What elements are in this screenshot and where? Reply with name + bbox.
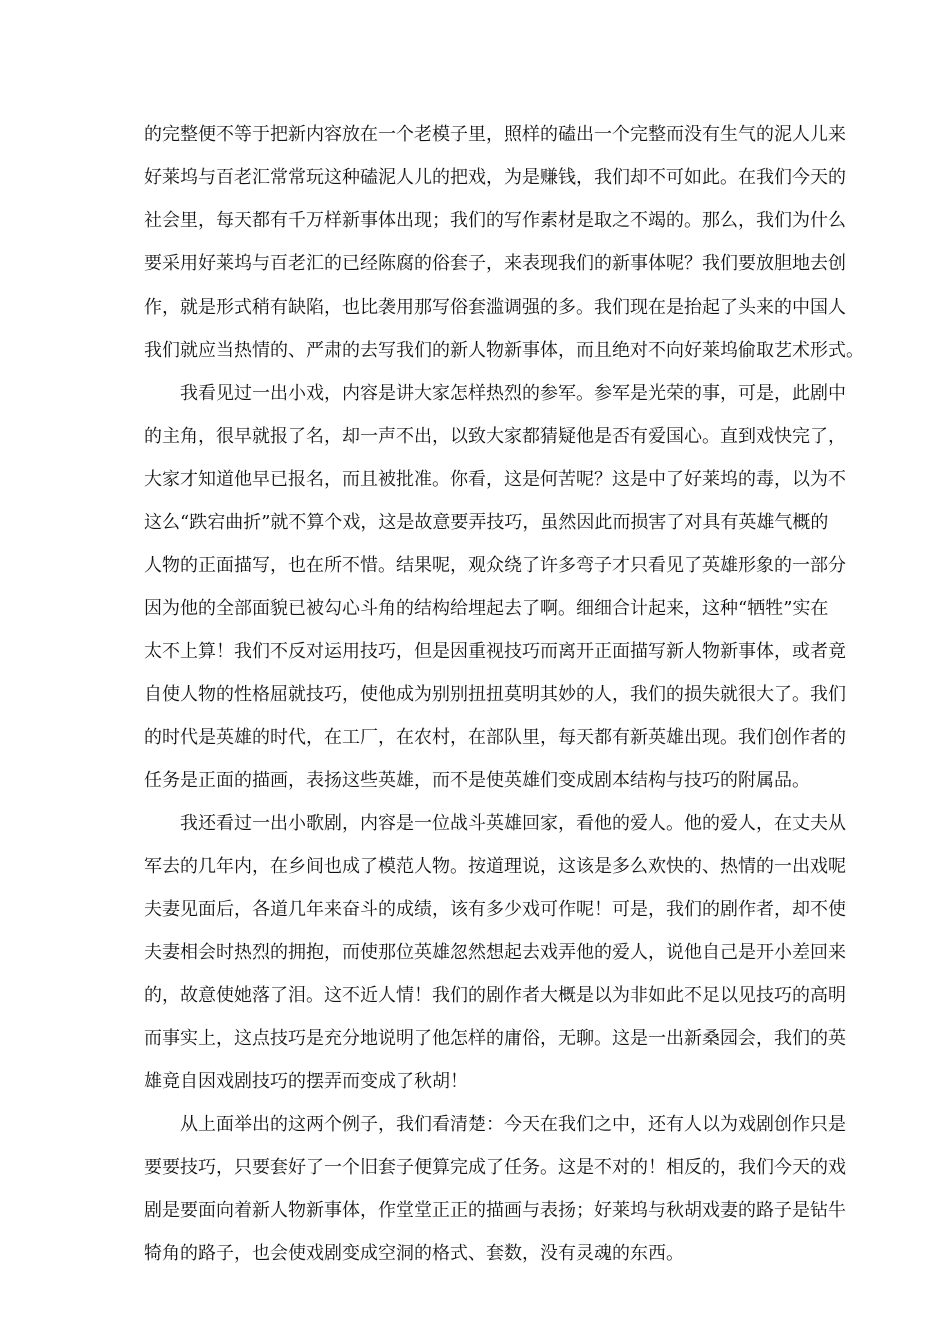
text-line-2: 好莱坞与百老汇常常玩这种磕泥人儿的把戏，为是赚钱，我们却不可如此。在我们今天的	[144, 167, 846, 188]
text-line-10: 这么“跌宕曲折”就不算个戏，这是故意要弄技巧，虽然因此而损害了对具有英雄气概的	[144, 512, 829, 533]
text-line-24: 从上面举出的这两个例子，我们看清楚：今天在我们之中，还有人以为戏剧创作只是	[180, 1114, 846, 1135]
text-line-7: 我看见过一出小戏，内容是讲大家怎样热烈的参军。参军是光荣的事，可是，此剧中	[180, 383, 846, 404]
text-line-12: 因为他的全部面貌已被勾心斗角的结构给埋起去了啊。细细合计起来，这种“牺牲”实在	[144, 598, 829, 619]
text-line-15: 的时代是英雄的时代，在工厂，在农村，在部队里，每天都有新英雄出现。我们创作者的	[144, 727, 846, 748]
text-line-18: 军去的几年内，在乡间也成了模范人物。按道理说，这该是多么欢快的、热情的一出戏呢	[144, 856, 846, 877]
text-line-13: 太不上算！我们不反对运用技巧，但是因重视技巧而离开正面描写新人物新事体，或者竟	[144, 641, 846, 662]
text-line-26: 剧是要面向着新人物新事体，作堂堂正正的描画与表扬；好莱坞与秋胡戏妻的路子是钻牛	[144, 1200, 846, 1221]
text-line-14: 自使人物的性格屈就技巧，使他成为别别扭扭莫明其妙的人，我们的损失就很大了。我们	[144, 684, 846, 705]
text-line-19: 夫妻见面后，各道几年来奋斗的成绩，该有多少戏可作呢！可是，我们的剧作者，却不使	[144, 899, 846, 920]
text-line-11: 人物的正面描写，也在所不惜。结果呢，观众绕了许多弯子才只看见了英雄形象的一部分	[144, 555, 846, 576]
text-line-1: 的完整便不等于把新内容放在一个老模子里，照样的磕出一个完整而没有生气的泥人儿来	[144, 124, 846, 145]
text-line-16: 任务是正面的描画，表扬这些英雄，而不是使英雄们变成剧本结构与技巧的附属品。	[144, 770, 810, 791]
text-line-3: 社会里，每天都有千万样新事体出现；我们的写作素材是取之不竭的。那么，我们为什么	[144, 210, 846, 231]
text-line-25: 要要技巧，只要套好了一个旧套子便算完成了任务。这是不对的！相反的，我们今天的戏	[144, 1157, 846, 1178]
text-line-17: 我还看过一出小歌剧，内容是一位战斗英雄回家，看他的爱人。他的爱人，在丈夫从	[180, 813, 846, 834]
text-line-6: 我们就应当热情的、严肃的去写我们的新人物新事体，而且绝对不向好莱坞偷取艺术形式。	[144, 340, 864, 361]
text-line-4: 要采用好莱坞与百老汇的已经陈腐的俗套子，来表现我们的新事体呢？我们要放胆地去创	[144, 253, 846, 274]
text-line-21: 的，故意使她落了泪。这不近人情！我们的剧作者大概是以为非如此不足以见技巧的高明	[144, 985, 846, 1006]
text-line-5: 作，就是形式稍有缺陷，也比袭用那写俗套滥调强的多。我们现在是抬起了头来的中国人	[144, 297, 846, 318]
text-line-27: 犄角的路子，也会使戏剧变成空洞的格式、套数，没有灵魂的东西。	[144, 1243, 684, 1264]
text-line-22: 而事实上，这点技巧是充分地说明了他怎样的庸俗，无聊。这是一出新桑园会，我们的英	[144, 1028, 846, 1049]
text-line-9: 大家才知道他早已报名，而且被批准。你看，这是何苦呢？这是中了好莱坞的毒，以为不	[144, 469, 846, 490]
text-line-20: 夫妻相会时热烈的拥抱，而使那位英雄忽然想起去戏弄他的爱人，说他自己是开小差回来	[144, 942, 846, 963]
text-line-23: 雄竟自因戏剧技巧的摆弄而变成了秋胡！	[144, 1071, 468, 1092]
text-line-8: 的主角，很早就报了名，却一声不出，以致大家都猜疑他是否有爱国心。直到戏快完了，	[144, 426, 846, 447]
